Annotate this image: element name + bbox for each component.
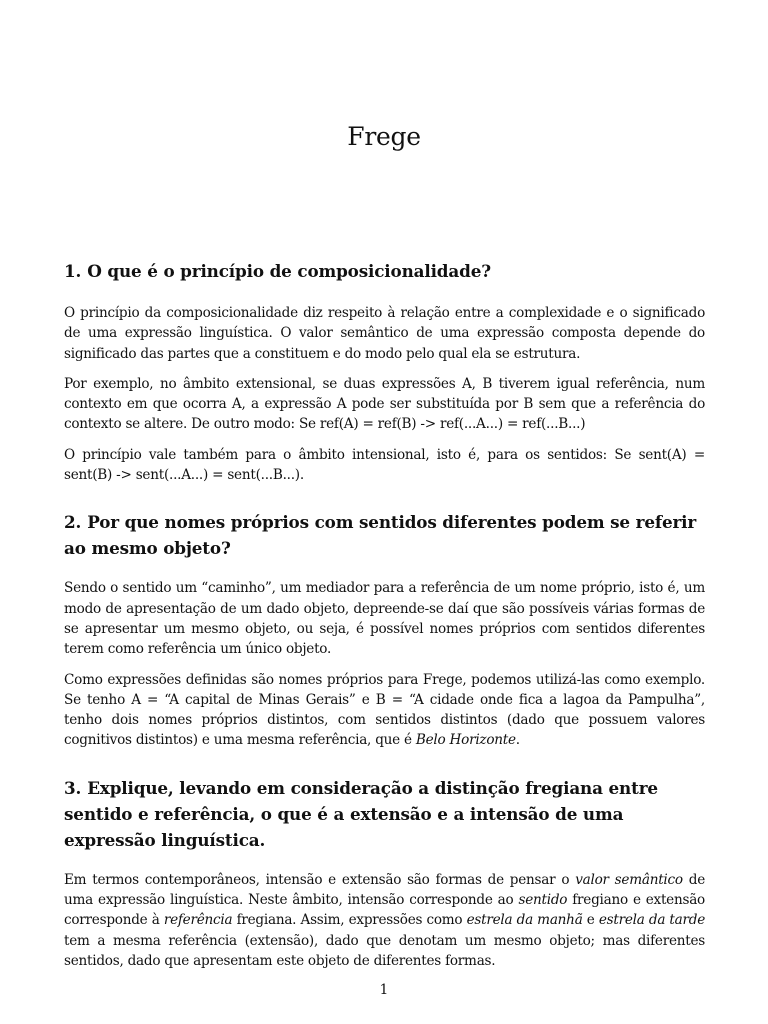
section-heading — [64, 775, 705, 853]
section-heading-text: Por que nomes próprios com sentidos diferentes podem se referir ao mesmo objeto? — [64, 512, 697, 559]
section-3 — [64, 775, 705, 971]
paragraph — [64, 870, 705, 971]
section-heading-text: O que é o princípio de composicionalidade? — [87, 261, 491, 281]
paragraph: Por exemplo, no âmbito extensional, se duas expressões A, B tiverem igual referência, num contexto em que ocorra A, a expressão A pode ser substituída por B sem que a referência do contexto se altere. De outro modo: Se ref(A) = ref(B) -> ref(...A...) = ref(...B...) — [64, 375, 705, 433]
paragraph: Sendo o sentido um “caminho”, um mediador para a referência de um nome próprio, isto é, um modo de apresentação de um dado objeto, depreende-se daí que são possíveis várias formas de se apresentar um mesmo objeto, ou seja, é possível nomes próprios com sentidos diferentes terem como referência um único objeto. — [64, 580, 705, 658]
paragraph-text: Como expressões definidas são nomes próprios para Frege, podemos utilizá-las como exemplo. Se tenho A = “A capital de Minas Gerais” e B = “A cidade onde fica a lagoa da Pampulha”, tenho dois nomes próprios distintos, com sentidos distintos (dado que possuem valores cognitivos distintos) e uma mesma referência, que é — [64, 671, 705, 749]
paragraph-text: fregiano e extensão corresponde à — [64, 892, 705, 929]
emphasis-text: referência — [163, 912, 233, 929]
section-2 — [64, 509, 705, 750]
paragraph-text: de uma expressão linguística. Neste âmbito, intensão corresponde ao — [64, 871, 705, 909]
emphasis-text: estrela da tarde — [598, 912, 705, 929]
paragraph: O princípio da composicionalidade diz respeito à relação entre a complexidade e o significado de uma expressão linguística. O valor semântico de uma expressão composta depende do significado das partes que a constituem e do modo pelo qual ela se estrutura. — [64, 305, 705, 362]
section-number: 2. — [64, 512, 82, 533]
paragraph: O princípio vale também para o âmbito intensional, isto é, para os sentidos: Se sent(A) = sent(B) -> sent(...A...) = sent(...B...). — [64, 446, 705, 484]
emphasis-text: sentido — [518, 892, 568, 909]
section-heading — [64, 258, 705, 284]
emphasis-text: estrela da manhã — [466, 912, 583, 929]
emphasis-text: Belo Horizonte — [415, 732, 516, 749]
section-heading — [64, 509, 705, 561]
section-number: 1. — [64, 261, 82, 281]
paragraph-text: fregiana. Assim, expressões como — [232, 912, 467, 929]
paragraph-text: tem a mesma referência (extensão), dado que denotam um mesmo objeto; mas diferentes sentidos, dado que apresentam este objeto de diferentes formas. — [64, 932, 705, 969]
paragraph-text: e — [582, 912, 599, 929]
section-1 — [64, 258, 705, 485]
paragraph-text: Em termos contemporâneos, intensão e extensão são formas de pensar o — [64, 871, 576, 888]
paragraph-text: . — [515, 732, 520, 749]
document-title: Frege — [347, 122, 421, 151]
page-number: 1 — [379, 982, 389, 998]
paragraph — [64, 670, 705, 751]
section-heading-text: Explique, levando em consideração a distinção fregiana entre sentido e referência, o que é a extensão e a intensão de uma expressão linguística. — [64, 777, 658, 850]
section-number: 3. — [64, 777, 82, 798]
emphasis-text: valor semântico — [575, 871, 683, 888]
document-body — [64, 258, 705, 971]
